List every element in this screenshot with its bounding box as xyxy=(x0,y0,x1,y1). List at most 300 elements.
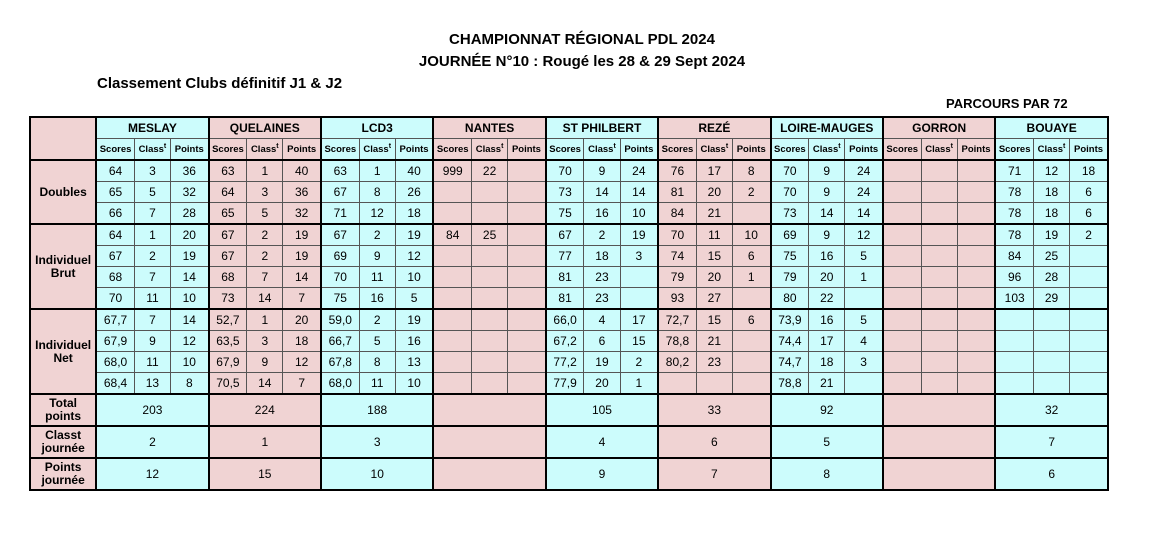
points-cell: 36 xyxy=(283,182,321,203)
score-cell: 69 xyxy=(771,224,809,246)
points-cell: 3 xyxy=(620,246,658,267)
points-cell: 7 xyxy=(283,288,321,310)
score-cell xyxy=(433,203,471,225)
classt-cell: 9 xyxy=(134,331,170,352)
classt-cell xyxy=(921,267,957,288)
total-value: 9 xyxy=(546,458,658,490)
classt-cell: 21 xyxy=(809,373,845,395)
scores-header: Scores xyxy=(546,139,584,161)
total-value: 15 xyxy=(209,458,321,490)
points-header: Points xyxy=(845,139,883,161)
classt-cell xyxy=(472,203,508,225)
points-cell xyxy=(732,203,770,225)
points-cell: 2 xyxy=(732,182,770,203)
classt-cell: 8 xyxy=(359,182,395,203)
points-cell: 5 xyxy=(845,309,883,331)
points-cell xyxy=(1070,373,1108,395)
score-cell: 67 xyxy=(209,246,247,267)
score-row xyxy=(30,267,1108,288)
score-cell xyxy=(883,267,921,288)
totals-label: Classt journée xyxy=(30,426,96,458)
classt-cell xyxy=(921,246,957,267)
classt-header: Class$^t$ xyxy=(472,139,508,161)
classt-cell xyxy=(1033,309,1069,331)
score-cell: 67 xyxy=(546,224,584,246)
score-cell: 64 xyxy=(96,160,134,182)
classt-cell xyxy=(1033,373,1069,395)
points-header: Points xyxy=(508,139,546,161)
classt-cell xyxy=(921,182,957,203)
classt-cell: 11 xyxy=(134,288,170,310)
classt-cell: 9 xyxy=(359,246,395,267)
points-cell: 10 xyxy=(170,288,208,310)
score-cell: 73,9 xyxy=(771,309,809,331)
classt-cell: 11 xyxy=(359,373,395,395)
score-cell: 66 xyxy=(96,203,134,225)
classt-cell: 5 xyxy=(359,331,395,352)
superscript: t xyxy=(276,142,279,150)
points-cell xyxy=(732,373,770,395)
classt-header: Class$^t$ xyxy=(696,139,732,161)
club-name: ST PHILBERT xyxy=(546,117,658,139)
score-cell: 68 xyxy=(96,267,134,288)
classt-cell: 3 xyxy=(247,331,283,352)
classt-cell xyxy=(921,203,957,225)
classt-cell: 17 xyxy=(809,331,845,352)
score-cell: 77,9 xyxy=(546,373,584,395)
score-cell xyxy=(883,160,921,182)
classt-cell: 23 xyxy=(696,352,732,373)
classt-header: Class$^t$ xyxy=(1033,139,1069,161)
points-cell xyxy=(957,331,995,352)
points-cell: 36 xyxy=(170,160,208,182)
points-cell: 15 xyxy=(620,331,658,352)
score-cell: 67 xyxy=(209,224,247,246)
score-cell: 73 xyxy=(209,288,247,310)
classt-cell: 13 xyxy=(134,373,170,395)
classt-cell xyxy=(472,309,508,331)
score-cell xyxy=(995,309,1033,331)
score-cell: 68,4 xyxy=(96,373,134,395)
points-cell: 19 xyxy=(170,246,208,267)
classt-cell: 18 xyxy=(584,246,620,267)
score-row xyxy=(30,224,1108,246)
points-cell: 16 xyxy=(395,331,433,352)
classt-cell: 18 xyxy=(1033,182,1069,203)
points-cell xyxy=(957,373,995,395)
points-cell: 2 xyxy=(1070,224,1108,246)
total-value: 5 xyxy=(771,426,883,458)
points-cell xyxy=(1070,352,1108,373)
points-cell: 4 xyxy=(845,331,883,352)
score-row xyxy=(30,309,1108,331)
classt-cell: 7 xyxy=(134,203,170,225)
points-cell xyxy=(957,309,995,331)
score-cell: 81 xyxy=(658,182,696,203)
classt-cell xyxy=(921,288,957,310)
score-cell: 93 xyxy=(658,288,696,310)
score-cell: 71 xyxy=(995,160,1033,182)
score-cell: 103 xyxy=(995,288,1033,310)
total-value: 92 xyxy=(771,394,883,426)
points-cell: 12 xyxy=(283,352,321,373)
total-value: 3 xyxy=(321,426,433,458)
points-cell xyxy=(620,267,658,288)
classt-cell xyxy=(921,160,957,182)
score-cell: 73 xyxy=(546,182,584,203)
score-cell: 64 xyxy=(209,182,247,203)
club-name: QUELAINES xyxy=(209,117,321,139)
total-value xyxy=(883,426,995,458)
classt-cell: 27 xyxy=(696,288,732,310)
points-cell: 6 xyxy=(1070,182,1108,203)
classt-cell: 11 xyxy=(696,224,732,246)
points-cell xyxy=(732,288,770,310)
points-cell xyxy=(957,288,995,310)
points-cell: 1 xyxy=(620,373,658,395)
points-cell: 1 xyxy=(845,267,883,288)
score-cell: 84 xyxy=(433,224,471,246)
score-cell xyxy=(883,352,921,373)
classt-cell: 25 xyxy=(472,224,508,246)
score-cell: 65 xyxy=(96,182,134,203)
score-cell: 70 xyxy=(658,224,696,246)
classt-cell: 1 xyxy=(247,309,283,331)
points-cell xyxy=(957,203,995,225)
club-name: LOIRE-MAUGES xyxy=(771,117,883,139)
classt-cell: 7 xyxy=(247,267,283,288)
scores-header: Scores xyxy=(96,139,134,161)
points-cell: 18 xyxy=(1070,160,1108,182)
classt-cell: 22 xyxy=(809,288,845,310)
score-cell: 78,8 xyxy=(658,331,696,352)
score-cell xyxy=(995,331,1033,352)
score-cell: 68 xyxy=(209,267,247,288)
score-cell xyxy=(883,309,921,331)
points-cell: 17 xyxy=(620,309,658,331)
points-cell xyxy=(957,246,995,267)
classt-cell xyxy=(472,267,508,288)
score-cell: 72,7 xyxy=(658,309,696,331)
classt-cell xyxy=(921,309,957,331)
total-value: 12 xyxy=(96,458,208,490)
superscript: t xyxy=(725,142,729,150)
classt-cell: 16 xyxy=(809,246,845,267)
club-header-row xyxy=(30,117,1108,139)
score-cell: 70,5 xyxy=(209,373,247,395)
points-cell: 40 xyxy=(283,160,321,182)
classt-cell: 9 xyxy=(809,224,845,246)
classt-cell xyxy=(472,373,508,395)
total-value: 188 xyxy=(321,394,433,426)
classt-cell xyxy=(1033,352,1069,373)
title-line-2: JOURNÉE N°10 : Rougé les 28 & 29 Sept 2024 xyxy=(418,53,746,70)
score-cell: 68,0 xyxy=(321,373,359,395)
score-cell: 65 xyxy=(209,203,247,225)
classt-cell: 1 xyxy=(247,160,283,182)
points-header: Points xyxy=(732,139,770,161)
points-header: Points xyxy=(283,139,321,161)
points-cell: 19 xyxy=(283,224,321,246)
points-cell xyxy=(508,267,546,288)
points-cell: 24 xyxy=(845,160,883,182)
classt-cell xyxy=(921,352,957,373)
score-cell xyxy=(883,373,921,395)
points-cell xyxy=(508,352,546,373)
score-cell xyxy=(883,182,921,203)
classt-cell: 7 xyxy=(134,309,170,331)
classt-cell: 14 xyxy=(247,288,283,310)
score-cell: 79 xyxy=(658,267,696,288)
totals-row xyxy=(30,458,1108,490)
score-cell xyxy=(433,331,471,352)
club-name: GORRON xyxy=(883,117,995,139)
points-cell: 18 xyxy=(395,203,433,225)
points-cell: 10 xyxy=(395,267,433,288)
score-cell xyxy=(883,203,921,225)
classt-header: Class$^t$ xyxy=(247,139,283,161)
classt-cell xyxy=(921,331,957,352)
classt-cell: 16 xyxy=(809,309,845,331)
score-row xyxy=(30,182,1108,203)
score-cell: 74 xyxy=(658,246,696,267)
score-row xyxy=(30,203,1108,225)
points-cell: 20 xyxy=(170,224,208,246)
score-cell: 78 xyxy=(995,224,1033,246)
classt-cell xyxy=(472,352,508,373)
total-value xyxy=(433,394,545,426)
classt-cell: 28 xyxy=(1033,267,1069,288)
classt-cell: 15 xyxy=(696,246,732,267)
score-cell: 96 xyxy=(995,267,1033,288)
points-cell: 12 xyxy=(170,331,208,352)
scores-header: Scores xyxy=(321,139,359,161)
classt-cell xyxy=(921,224,957,246)
total-value: 224 xyxy=(209,394,321,426)
points-cell: 3 xyxy=(845,352,883,373)
score-cell: 68,0 xyxy=(96,352,134,373)
score-cell: 67 xyxy=(321,182,359,203)
classt-cell: 21 xyxy=(696,331,732,352)
classt-cell: 4 xyxy=(584,309,620,331)
classt-cell: 2 xyxy=(247,246,283,267)
score-cell: 84 xyxy=(658,203,696,225)
points-cell xyxy=(1070,331,1108,352)
classt-cell xyxy=(1033,331,1069,352)
parcours-label: PARCOURS PAR 72 xyxy=(946,96,1068,111)
classt-cell xyxy=(472,182,508,203)
classt-cell: 12 xyxy=(359,203,395,225)
score-cell: 999 xyxy=(433,160,471,182)
points-cell: 5 xyxy=(395,288,433,310)
points-cell: 8 xyxy=(732,160,770,182)
club-name: REZÉ xyxy=(658,117,770,139)
score-cell: 67,2 xyxy=(546,331,584,352)
classt-header: Class$^t$ xyxy=(134,139,170,161)
points-cell: 14 xyxy=(283,267,321,288)
total-value: 10 xyxy=(321,458,433,490)
total-value: 1 xyxy=(209,426,321,458)
classt-cell: 22 xyxy=(472,160,508,182)
classt-cell xyxy=(696,373,732,395)
score-cell xyxy=(995,373,1033,395)
score-cell: 63,5 xyxy=(209,331,247,352)
score-cell: 70 xyxy=(771,182,809,203)
classt-cell: 21 xyxy=(696,203,732,225)
classt-cell: 9 xyxy=(809,182,845,203)
points-cell xyxy=(508,288,546,310)
points-cell: 28 xyxy=(170,203,208,225)
points-cell xyxy=(732,352,770,373)
classt-header: Class$^t$ xyxy=(921,139,957,161)
results-table xyxy=(29,116,1109,491)
score-cell: 84 xyxy=(995,246,1033,267)
total-value: 6 xyxy=(658,426,770,458)
points-cell xyxy=(1070,246,1108,267)
section-label: Individuel Brut xyxy=(30,224,96,309)
score-cell: 74,4 xyxy=(771,331,809,352)
points-cell: 10 xyxy=(732,224,770,246)
score-cell: 75 xyxy=(321,288,359,310)
points-cell xyxy=(508,373,546,395)
score-cell xyxy=(883,246,921,267)
score-cell xyxy=(433,246,471,267)
classt-cell: 23 xyxy=(584,267,620,288)
score-row xyxy=(30,246,1108,267)
scores-header: Scores xyxy=(771,139,809,161)
points-cell: 32 xyxy=(283,203,321,225)
classt-cell: 9 xyxy=(247,352,283,373)
classt-cell: 2 xyxy=(359,224,395,246)
classt-cell: 14 xyxy=(809,203,845,225)
points-cell xyxy=(508,331,546,352)
total-value: 7 xyxy=(995,426,1108,458)
scores-header: Scores xyxy=(995,139,1033,161)
classt-cell: 16 xyxy=(359,288,395,310)
points-cell: 2 xyxy=(620,352,658,373)
points-cell xyxy=(957,182,995,203)
classt-cell: 18 xyxy=(1033,203,1069,225)
points-cell xyxy=(845,288,883,310)
total-value: 7 xyxy=(658,458,770,490)
points-cell xyxy=(1070,309,1108,331)
title-line-1: CHAMPIONNAT RÉGIONAL PDL 2024 xyxy=(449,31,715,48)
total-value: 8 xyxy=(771,458,883,490)
points-cell xyxy=(957,352,995,373)
classt-cell: 1 xyxy=(134,224,170,246)
score-cell: 77 xyxy=(546,246,584,267)
points-cell xyxy=(508,246,546,267)
score-cell: 78,8 xyxy=(771,373,809,395)
score-cell: 70 xyxy=(771,160,809,182)
score-cell: 73 xyxy=(771,203,809,225)
total-value: 33 xyxy=(658,394,770,426)
scores-header: Scores xyxy=(209,139,247,161)
points-cell: 14 xyxy=(170,267,208,288)
points-cell: 6 xyxy=(732,309,770,331)
classt-cell: 19 xyxy=(1033,224,1069,246)
scores-header: Scores xyxy=(658,139,696,161)
classt-cell: 18 xyxy=(809,352,845,373)
score-cell: 69 xyxy=(321,246,359,267)
classt-cell: 20 xyxy=(584,373,620,395)
score-cell: 70 xyxy=(321,267,359,288)
score-cell: 81 xyxy=(546,288,584,310)
classt-header: Class$^t$ xyxy=(809,139,845,161)
superscript: t xyxy=(388,142,392,150)
superscript: t xyxy=(613,142,616,150)
score-cell: 67,8 xyxy=(321,352,359,373)
score-cell: 59,0 xyxy=(321,309,359,331)
score-cell xyxy=(433,352,471,373)
score-cell: 78 xyxy=(995,182,1033,203)
total-value: 32 xyxy=(995,394,1108,426)
corner-cell xyxy=(30,117,96,160)
classt-header: Class$^t$ xyxy=(584,139,620,161)
points-cell xyxy=(508,309,546,331)
classt-cell: 9 xyxy=(809,160,845,182)
scores-header: Scores xyxy=(433,139,471,161)
totals-row xyxy=(30,394,1108,426)
classt-cell: 16 xyxy=(584,203,620,225)
points-cell: 20 xyxy=(283,309,321,331)
classt-header: Class$^t$ xyxy=(359,139,395,161)
classt-cell: 14 xyxy=(584,182,620,203)
points-cell: 24 xyxy=(620,160,658,182)
score-cell: 67 xyxy=(96,246,134,267)
totals-label: Total points xyxy=(30,394,96,426)
points-cell xyxy=(1070,288,1108,310)
totals-label: Points journée xyxy=(30,458,96,490)
points-cell: 8 xyxy=(170,373,208,395)
points-cell xyxy=(508,224,546,246)
classt-cell: 1 xyxy=(359,160,395,182)
classt-cell: 25 xyxy=(1033,246,1069,267)
points-header: Points xyxy=(170,139,208,161)
total-value xyxy=(883,394,995,426)
club-name: MESLAY xyxy=(96,117,208,139)
score-row xyxy=(30,373,1108,395)
classt-cell: 6 xyxy=(584,331,620,352)
score-cell xyxy=(883,331,921,352)
score-cell: 74,7 xyxy=(771,352,809,373)
score-cell: 64 xyxy=(96,224,134,246)
points-header: Points xyxy=(1070,139,1108,161)
score-cell: 66,7 xyxy=(321,331,359,352)
score-cell xyxy=(433,288,471,310)
points-cell: 6 xyxy=(732,246,770,267)
classt-cell: 12 xyxy=(1033,160,1069,182)
points-cell: 19 xyxy=(283,246,321,267)
points-cell xyxy=(957,224,995,246)
total-value: 4 xyxy=(546,426,658,458)
score-cell xyxy=(883,288,921,310)
classt-cell xyxy=(472,288,508,310)
score-row xyxy=(30,331,1108,352)
points-cell xyxy=(508,203,546,225)
score-cell xyxy=(658,373,696,395)
classt-cell: 3 xyxy=(134,160,170,182)
score-cell xyxy=(883,224,921,246)
classt-cell xyxy=(472,246,508,267)
classt-cell: 5 xyxy=(134,182,170,203)
subtitle: Classement Clubs définitif J1 & J2 xyxy=(97,75,343,92)
score-cell: 75 xyxy=(546,203,584,225)
classt-cell xyxy=(472,331,508,352)
classt-cell: 8 xyxy=(359,352,395,373)
points-cell: 6 xyxy=(1070,203,1108,225)
points-cell: 19 xyxy=(395,309,433,331)
